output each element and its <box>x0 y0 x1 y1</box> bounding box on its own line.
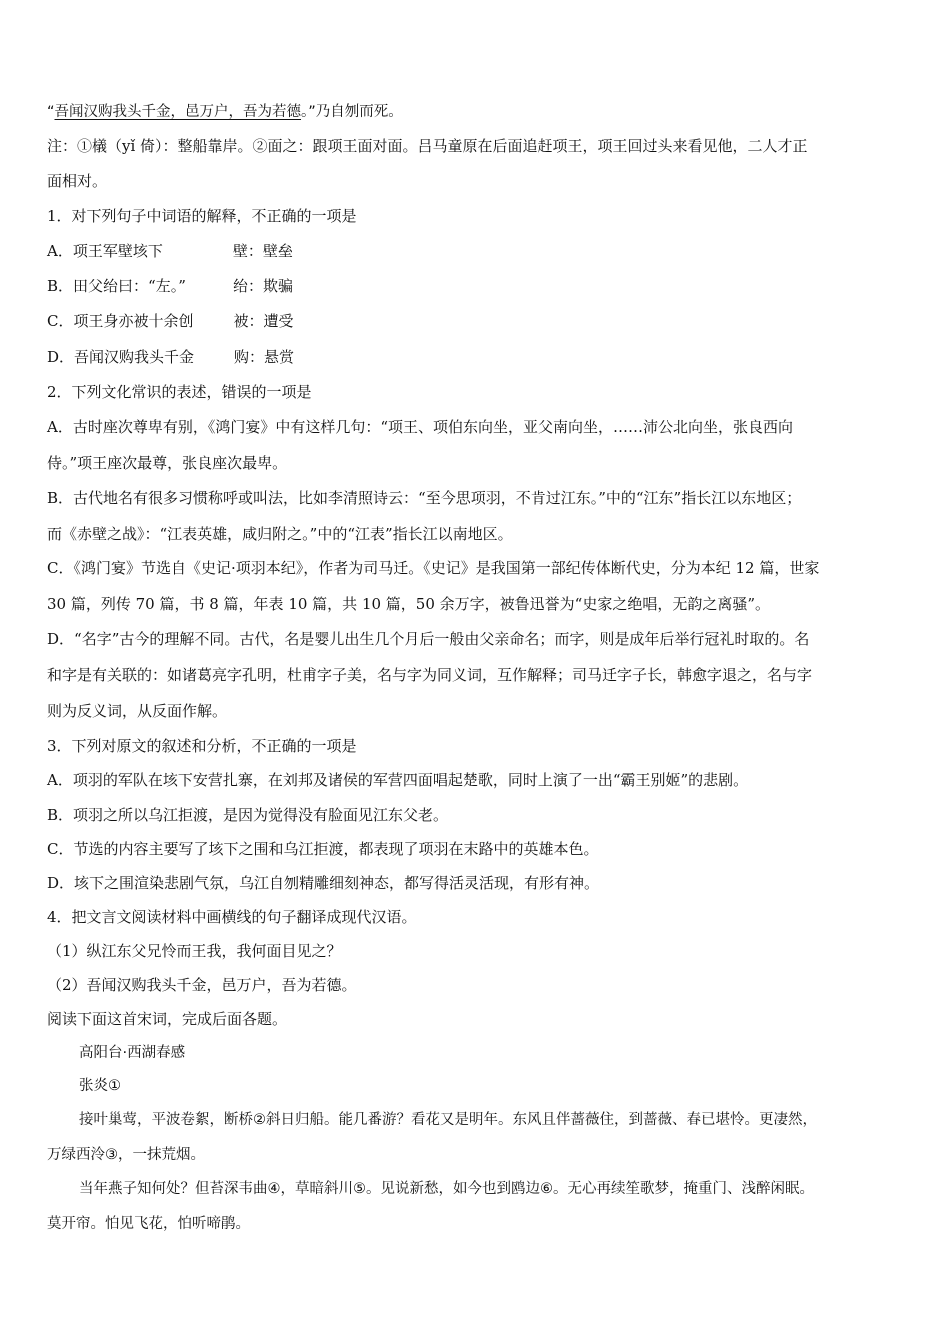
option-explanation: 被：遭受 <box>233 312 294 330</box>
underlined-sentence: 吾闻汉购我头千金，邑万户，吾为若德 <box>54 104 302 120</box>
question-3-option-d: D．垓下之围渲染悲剧气氛，乌江自刎精雕细刻神态，都写得活灵活现，有形有神。 <box>47 874 600 892</box>
open-quote: “ <box>47 104 55 120</box>
question-1-stem: 1．对下列句子中词语的解释，不正确的一项是 <box>47 207 357 225</box>
question-3-option-a: A．项羽的军队在垓下安营扎寨，在刘邦及诸侯的军营四面唱起楚歌，同时上演了一出“霸王别姬”的悲剧。 <box>47 771 749 789</box>
notes-line-1: 注：①檥（yǐ 倚）：整船靠岸。②面之：跟项王面对面。吕马童原在后面追赶项王，项王回过头来看见他，二人才正 <box>47 137 808 155</box>
question-3-option-b: B．项羽之所以乌江拒渡，是因为觉得没有脸面见江东父老。 <box>47 806 449 824</box>
question-2-stem: 2．下列文化常识的表述，错误的一项是 <box>47 383 312 401</box>
option-explanation: 壁：壁垒 <box>232 242 293 260</box>
question-3-option-c: C．节选的内容主要写了垓下之围和乌江拒渡，都表现了项羽在末路中的英雄本色。 <box>47 840 599 858</box>
poem-stanza-1-line-2: 万绿西泠③，一抹荒烟。 <box>47 1147 205 1163</box>
question-2-option-c-line-2: 30 篇，列传 70 篇，书 8 篇，年表 10 篇，共 10 篇，50 余万字，被鲁迅誉为“史家之绝唱，无韵之离骚”。 <box>47 595 770 613</box>
option-sentence: 项王身亦被十余创 <box>73 312 194 330</box>
poem-stanza-2-line-2: 莫开帘。怕见飞花，怕听啼鹃。 <box>47 1216 250 1232</box>
poem-intro: 阅读下面这首宋词，完成后面各题。 <box>47 1010 288 1028</box>
question-1-option-b <box>47 275 907 297</box>
option-explanation: 购：悬赏 <box>234 348 295 366</box>
question-1-option-c <box>47 310 907 332</box>
question-4-sentence-1: （1）纵江东父兄怜而王我，我何面目见之？ <box>47 942 342 960</box>
question-2-option-a-line-2: 侍。”项王座次最尊，张良座次最卑。 <box>47 454 288 472</box>
question-4-stem: 4．把文言文阅读材料中画横线的句子翻译成现代汉语。 <box>47 908 417 926</box>
question-1-option-d <box>47 346 907 368</box>
question-4-sentence-2: （2）吾闻汉购我头千金，邑万户，吾为若德。 <box>47 976 357 994</box>
question-2-option-d-line-1: D．“名字”古今的理解不同。古代，名是婴儿出生几个月后一般由父亲命名；而字，则是成年后举行冠礼时取的。名 <box>47 630 810 648</box>
passage-closing-line <box>47 101 907 123</box>
notes-line-2: 面相对。 <box>47 172 108 190</box>
question-2-option-b-line-2: 而《赤壁之战》：“江表英雄，咸归附之。”中的“江表”指长江以南地区。 <box>47 525 513 543</box>
option-label: D． <box>47 348 75 366</box>
passage-closing-rest: 。”乃自刎而死。 <box>301 104 403 120</box>
option-label: A． <box>47 242 73 260</box>
question-1-option-a <box>47 240 907 262</box>
question-2-option-d-line-3: 则为反义词，从反面作解。 <box>47 702 228 720</box>
question-2-option-d-line-2: 和字是有关联的：如诸葛亮字孔明，杜甫字子美，名与字为同义词，互作解释；司马迁字子长，韩愈字退之，名与字 <box>47 666 813 684</box>
option-explanation: 绐：欺骗 <box>233 277 294 295</box>
poem-stanza-2-line-1: 当年燕子知何处？但苔深韦曲④，草暗斜川⑤。见说新愁，如今也到鸥边⑥。无心再续笙歌梦，掩重门、浅醉闲眠。 <box>79 1181 814 1197</box>
option-label: B． <box>47 277 74 295</box>
question-2-option-c-line-1: C．《鸿门宴》节选自《史记·项羽本纪》，作者为司马迁。《史记》是我国第一部纪传体断代史，分为本纪 12 篇，世家 <box>47 559 820 577</box>
poem-title: 高阳台·西湖春感 <box>79 1045 186 1061</box>
option-sentence: 项王军壁垓下 <box>72 242 163 260</box>
option-sentence: 吾闻汉购我头千金 <box>74 348 195 366</box>
question-3-stem: 3．下列对原文的叙述和分析，不正确的一项是 <box>47 737 357 755</box>
option-label: C． <box>47 312 74 330</box>
option-sentence: 田父绐曰：“左。” <box>73 277 186 295</box>
question-2-option-b-line-1: B．古代地名有很多习惯称呼或叫法，比如李清照诗云：“至今思项羽，不肯过江东。”中的“江东”指长江以东地区； <box>47 489 802 507</box>
question-2-option-a-line-1: A．古时座次尊卑有别，《鸿门宴》中有这样几句：“项王、项伯东向坐，亚父南向坐，……沛公北向坐，张良西向 <box>47 418 794 436</box>
poem-author: 张炎① <box>79 1078 121 1094</box>
poem-stanza-1-line-1: 接叶巢莺，平波卷絮，断桥②斜日归船。能几番游？看花又是明年。东风且伴蔷薇住，到蔷薇、春已堪怜。更凄然， <box>79 1112 817 1128</box>
